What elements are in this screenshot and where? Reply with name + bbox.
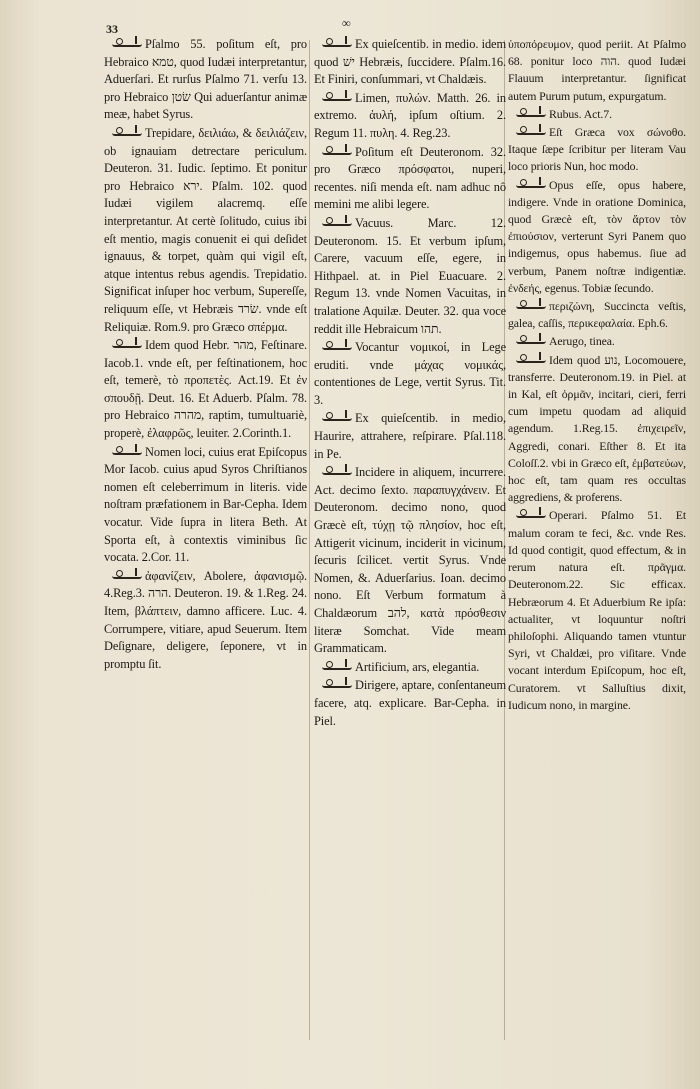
syriac-headword [516, 177, 546, 188]
dictionary-entry: Trepidare, δειλιάω, & δειλιάζειν, ob ignauiam detrectare periculum. Deuteron. 31. Iudic. ſeptimo. Et ponitur pro Hebraico ירא. Pſalm. 102. quod Iudæi vigilem alacremq. eſſe interpretantur. At certè ſolitudo, cuius ibi eſt mentio, magis conuenit ei qui deſidet ignauus, & torpet, quàm qui vigil eſt, atque intentus rebus agendis. Trepidatio. Significat inſuper hoc verbum, Supereſſe, reliquum eſſe, vt Hebræis שׂרד. vnde eſt Reliquiæ. Rom.9. pro Græco σπέρμα. [104, 125, 307, 334]
dictionary-entry: Rubus. Act.7. [508, 106, 686, 123]
dictionary-entry: Idem quod נוע, Locomouere, transferre. Deuteronom.19. in Piel. at in Kal, eſt ὁρμᾶν, incitari, cieri, ferri cum impetu quodam ad aliquid agendum. 1.Reg.15. ἐπιχειρεῖν, Aggredi, conari. Eſther 8. Et ita Coloſſ.2. vbi in Græco eſt, ἐμβατεύων, hoc eſt, tam quam res occultas aggrediens, & proferens. [508, 352, 686, 505]
dictionary-entry: ὑποπόρευμον, quod periit. At Pſalmo 68. ponitur loco הוה. quod Iudæi Flauum interpretantur. ſignificat autem Purum putum, expurgatum. [508, 37, 686, 103]
dictionary-entry: περιζώνη, Succincta veſtis, galea, caſſis, περικεφαλαία. Eph.6. [508, 299, 686, 331]
syriac-headword [516, 352, 546, 363]
syriac-headword [322, 36, 352, 47]
dictionary-entry: Operari. Pſalmo 51. Et malum coram te feci, &c. vnde Res. Id quod contigit, quod effectum, & in rerum natura eſt. πρᾶγμα. Deuteronom.22. Sic efficax. Hebræorum 4. Et Aduerbium Re ipſa: actualiter, vt loquuntur noſtri philoſophi. Aliquando tamen vtuntur Syri, vt Chaldæi, pro viſitare. Vnde vocant interdum Epiſcopum, hoc eſt, Curatorem. vt Salluſtius dixit, Iudicum nono, in margine. [508, 508, 686, 712]
dictionary-entry: Pſalmo 55. poſitum eſt, pro Hebraico טמא, quod Iudæi interpretantur, Aduerſari. Et rurſus Pſalmo 71. verſu 13. pro Hebraico שׂטן Qui aduerſantur animæ meæ, habet Syrus. [104, 37, 307, 122]
syriac-headword [112, 444, 142, 455]
dictionary-entry: Poſitum eſt Deuteronom. 32. pro Græco πρόσφατοι, nuperi, recentes. niſi menda eſt. nam adhuc nô memini me alibi legere. [314, 144, 506, 212]
syriac-headword [112, 568, 142, 579]
syriac-headword [112, 36, 142, 47]
dictionary-entry: Opus eſſe, opus habere, indigere. Vnde in oratione Dominica, quod Græcè eſt, τὸν ἄρτον τὸν ἐπιούσιον, verterunt Syri Panem quo indigemus, opus habemus. ſiue ad verbum, Panem noſtræ indigentiæ. ἐνδεής, egenus. Tobiæ ſecundo. [508, 177, 686, 295]
dictionary-entry: Incidere in aliquem, incurrere. Act. decimo ſexto. παραπυγχάνειν. Et Deuteronom. decimo nono, quod Græcè eſt, τύχῃ τῷ πλησίον, hoc eſt, Attigerit vicinum, inciderit in vicinum, ſecuris ſcilicet. vertit Syrus. Vnde Nomen, &. Aduerſarius. Ioan. decimo nono. Eſt Verbum formatum à Chaldæorum להב, κατὰ πρόσθεσιν literæ Somchat. Vide meam Grammaticam. [314, 465, 507, 656]
dictionary-entry: Nomen loci, cuius erat Epiſcopus Mor Iacob. cuius apud Syros Chriſtianos nomen eſt celeberrimum in literis. vide noſtram præfationem in Bar-Cepha. Idem vocatur. Vide ſupra in litera Beth. At Sporta eſt, à contextis viminibus ſic vocata. 2.Cor. 11. [104, 444, 307, 565]
syriac-headword [516, 298, 546, 309]
dictionary-entry: Vocantur νομικοί, in Lege eruditi. vnde μάχας νομικάς, contentiones de Lege, vertit Syrus. Tit. 3. [314, 340, 506, 407]
syriac-headword [112, 125, 142, 136]
page-number: 33 [106, 22, 118, 36]
syriac-headword [322, 410, 352, 421]
dictionary-entry: Dirigere, aptare, conſentaneum facere, atq. explicare. Bar-Cepha. in Piel. [314, 678, 506, 728]
syriac-headword [322, 464, 352, 475]
syriac-headword [322, 339, 352, 350]
syriac-headword [322, 659, 352, 670]
dictionary-entry: Ex quieſcentib. in medio, Haurire, attrahere, reſpirare. Pſal.118. in Pe. [314, 411, 506, 461]
dictionary-entry: Artificium, ars, elegantia. [314, 659, 506, 677]
syriac-headword [322, 144, 352, 155]
text-column-3 [508, 36, 686, 715]
column-divider [309, 40, 310, 1040]
dictionary-entry: ἀφανίζειν, Abolere, ἀφανισμῷ. 4.Reg.3. הרה. Deuteron. 19. & 1.Reg. 24. Item, βλάπτειν, damno afficere. Luc. 4. Corrumpere, vitiare, apud Seuerum. Item Deſignare, deligere, ſeponere, vt in promptu ſit. [104, 568, 308, 671]
dictionary-entry: Ex quieſcentib. in medio. idem quod ישׁ Hebræis, ſuccidere. Pſalm.16. Et Finiri, conſummari, vt Chaldæis. [314, 37, 506, 87]
text-column-1 [104, 36, 307, 674]
syriac-headword [112, 337, 142, 348]
syriac-headword [322, 677, 352, 688]
dictionary-entry: Aerugo, tinea. [508, 333, 686, 350]
syriac-headword [322, 90, 352, 101]
dictionary-entry: Eſt Græca vox σώνοθο. Itaque ſæpe ſcribitur per literam Vau loco prioris Nun, hoc modo. [508, 125, 686, 174]
dictionary-entry: Limen, πυλών. Matth. 26. in extremo. ἀυλή, ipſum oſtium. 2. Regum 11. πυλη. 4. Reg.23. [314, 90, 506, 140]
dictionary-entry: Idem quod Hebr. מהר, Feſtinare. Iacob.1. vnde eſt, per feſtinationem, hoc eſt, temerè, τὸ προπετὲς. Act.19. Et ἐν σπουδῇ. Deut. 16. Et Aduerb. Pſalm. 78. pro Hebraico מהרה, raptim, tumultuariè, properè, ἐλαφρῶς, leuiter. 2.Corinth.1. [104, 338, 307, 441]
syriac-headword [516, 124, 546, 135]
syriac-headword [516, 333, 546, 344]
syriac-headword [322, 215, 352, 226]
syriac-headword [516, 507, 546, 518]
syriac-headword [516, 106, 546, 117]
dictionary-entry: Vacuus. Marc. 12. Deuteronom. 15. Et verbum ipſum, Carere, vacuum eſſe, egere, in Hithpael. at. in Piel Euacuare. 2. Regum 13. vnde Nomen Vacuitas, in tralatione Aquilæ. Deuter. 32. qua voce reddit ille Hebraicum תהו. [314, 215, 506, 336]
column-marker: ∞ [342, 16, 351, 30]
text-column-2 [314, 36, 506, 731]
